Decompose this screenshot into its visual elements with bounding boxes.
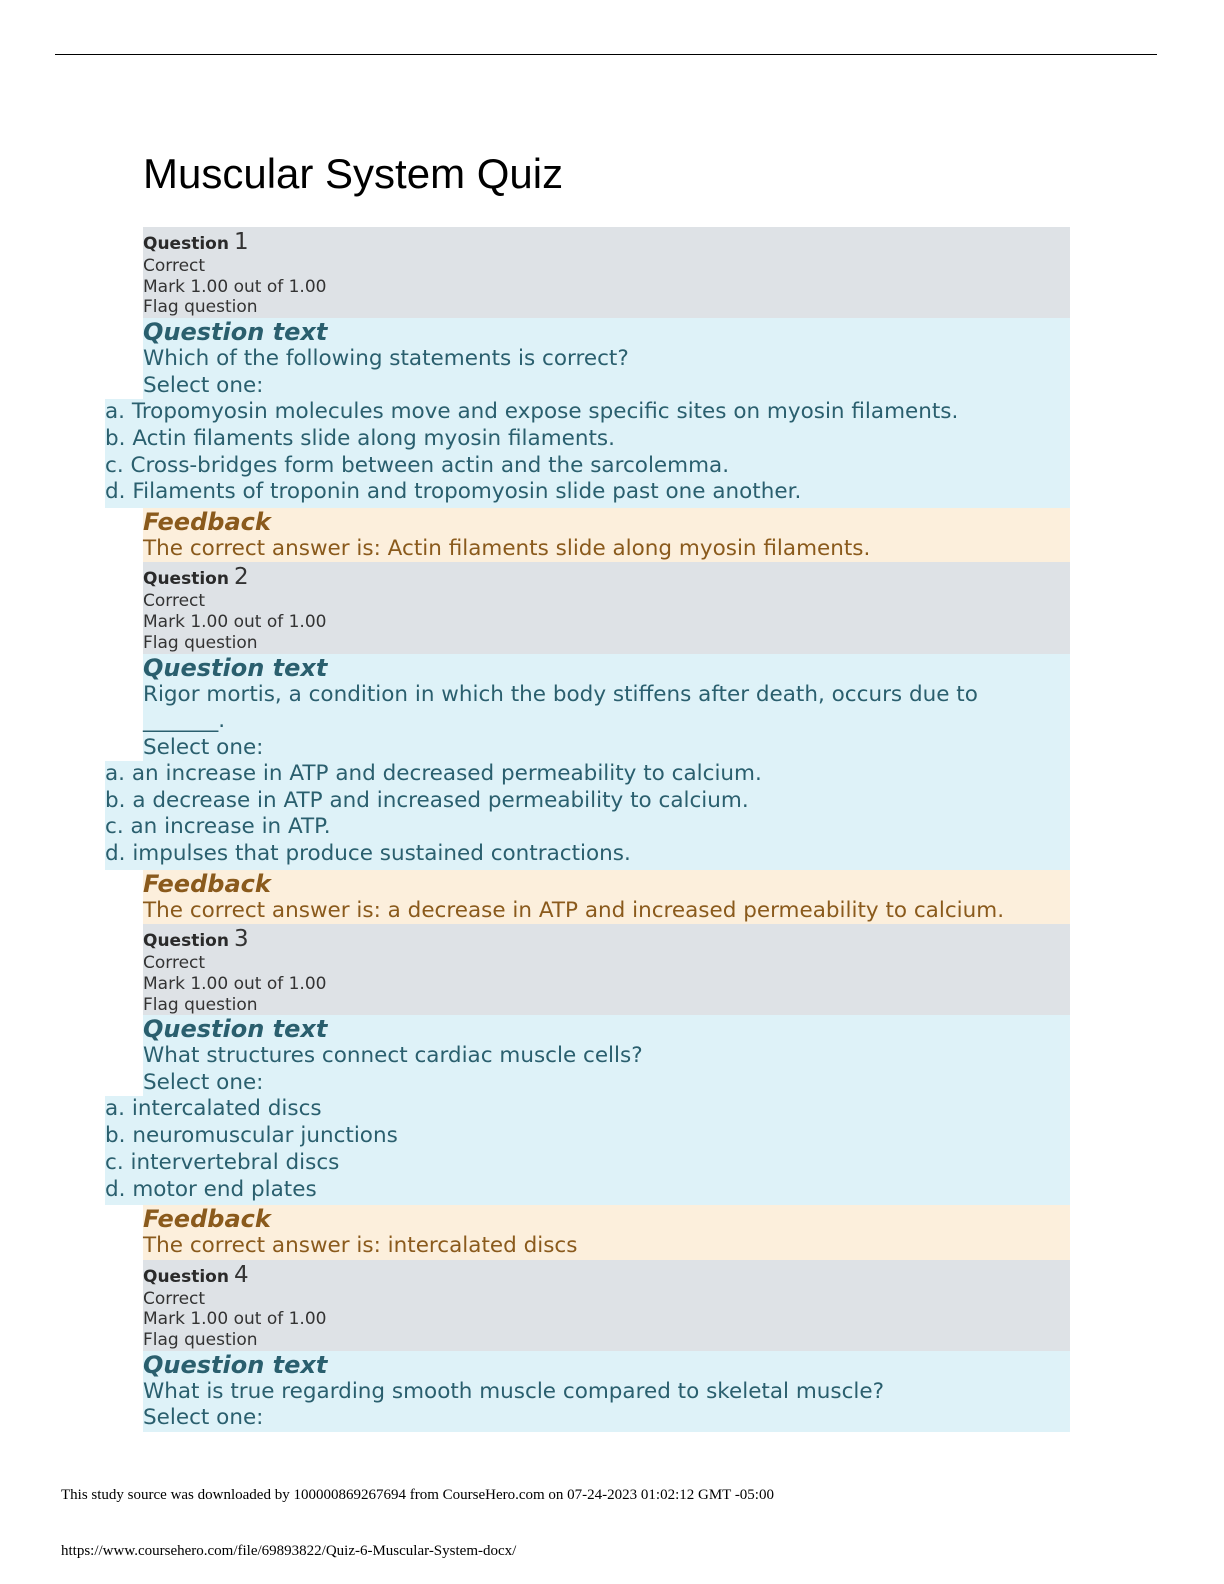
select-one-label: Select one:: [143, 1069, 264, 1095]
question-mark: Mark 1.00 out of 1.00: [143, 1309, 327, 1330]
question-prompt: Rigor mortis, a condition in which the body stiffens after death, occurs due to: [143, 681, 978, 707]
answer-option-c[interactable]: c. intervertebral discs: [105, 1149, 340, 1175]
question-prompt: Which of the following statements is correct?: [143, 346, 629, 372]
question-label: Question: [143, 569, 229, 590]
question-status: Correct: [143, 1288, 206, 1309]
feedback-heading: Feedback: [143, 507, 271, 536]
answer-option-b[interactable]: b. neuromuscular junctions: [105, 1123, 398, 1149]
question-block: [0, 227, 1224, 562]
question-number-line: [143, 925, 1070, 953]
top-rule: [55, 54, 1157, 55]
question-text-section: [143, 654, 1070, 762]
question-status: Correct: [143, 591, 206, 612]
question-block: [0, 562, 1224, 924]
answer-option-a[interactable]: a. Tropomyosin molecules move and expose specific sites on myosin filaments.: [105, 399, 959, 425]
question-text-heading: Question text: [143, 1015, 328, 1044]
feedback-section: [143, 508, 1070, 563]
answer-option-a[interactable]: a. intercalated discs: [105, 1096, 322, 1122]
answer-options: [105, 761, 1070, 870]
feedback-heading: Feedback: [143, 869, 271, 898]
answer-option-d[interactable]: d. Filaments of troponin and tropomyosin slide past one another.: [105, 479, 802, 505]
answer-option-d[interactable]: d. motor end plates: [105, 1176, 317, 1202]
question-block: [0, 924, 1224, 1259]
question-mark: Mark 1.00 out of 1.00: [143, 974, 327, 995]
question-number: 2: [234, 564, 249, 591]
question-text-section: [143, 1015, 1070, 1096]
feedback-text: The correct answer is: a decrease in ATP and increased permeability to calcium.: [143, 897, 1005, 923]
question-label: Question: [143, 1266, 229, 1287]
answer-option-b[interactable]: b. Actin filaments slide along myosin filaments.: [105, 425, 615, 451]
question-number-line: [143, 1261, 1070, 1289]
question-prompt: What is true regarding smooth muscle compared to skeletal muscle?: [143, 1378, 885, 1404]
feedback-heading: Feedback: [143, 1205, 271, 1234]
question-info: [143, 1260, 1070, 1351]
question-text-section: [143, 318, 1070, 399]
question-number-line: [143, 228, 1070, 256]
question-mark: Mark 1.00 out of 1.00: [143, 612, 327, 633]
page-title: Muscular System Quiz: [143, 150, 564, 197]
question-text-heading: Question text: [143, 1350, 328, 1379]
answer-options: [105, 399, 1070, 508]
feedback-text: The correct answer is: Actin filaments slide along myosin filaments.: [143, 535, 871, 561]
feedback-section: [143, 1205, 1070, 1260]
question-info: [143, 924, 1070, 1015]
question-text-heading: Question text: [143, 318, 328, 347]
flag-question-link[interactable]: Flag question: [143, 1330, 258, 1351]
question-label: Question: [143, 931, 229, 952]
quiz-container: [0, 227, 1224, 1432]
feedback-text: The correct answer is: intercalated discs: [143, 1233, 578, 1259]
select-one-label: Select one:: [143, 1405, 264, 1431]
question-status: Correct: [143, 256, 206, 276]
question-status: Correct: [143, 953, 206, 974]
question-number: 4: [234, 1261, 249, 1288]
feedback-section: [143, 870, 1070, 925]
answer-option-c[interactable]: c. an increase in ATP.: [105, 814, 331, 840]
select-one-label: Select one:: [143, 372, 264, 398]
select-one-label: Select one:: [143, 734, 264, 760]
question-text-heading: Question text: [143, 653, 328, 682]
question-label: Question: [143, 234, 229, 254]
question-number-line: [143, 563, 1070, 591]
question-info: [143, 562, 1070, 653]
source-url[interactable]: https://www.coursehero.com/file/69893822/Quiz-6-Muscular-System-docx/: [61, 1543, 517, 1559]
flag-question-link[interactable]: Flag question: [143, 994, 258, 1015]
answer-option-a[interactable]: a. an increase in ATP and decreased permeability to calcium.: [105, 761, 762, 787]
question-number: 3: [234, 926, 249, 953]
question-prompt-blank: _______.: [143, 708, 226, 734]
download-source-notice: This study source was downloaded by 100000869267694 from CourseHero.com on 07-24-2023 01:02:12 GMT -05:00: [61, 1487, 774, 1503]
question-text-section: [143, 1351, 1070, 1432]
question-number: 1: [234, 229, 249, 255]
question-block: [0, 1260, 1224, 1432]
answer-option-d[interactable]: d. impulses that produce sustained contractions.: [105, 841, 631, 867]
question-prompt: What structures connect cardiac muscle cells?: [143, 1043, 643, 1069]
question-mark: Mark 1.00 out of 1.00: [143, 276, 327, 297]
answer-options: [105, 1096, 1070, 1205]
flag-question-link[interactable]: Flag question: [143, 632, 258, 653]
answer-option-b[interactable]: b. a decrease in ATP and increased permeability to calcium.: [105, 787, 749, 813]
question-info: [143, 227, 1070, 318]
flag-question-link[interactable]: Flag question: [143, 297, 258, 318]
answer-option-c[interactable]: c. Cross-bridges form between actin and the sarcolemma.: [105, 452, 730, 478]
